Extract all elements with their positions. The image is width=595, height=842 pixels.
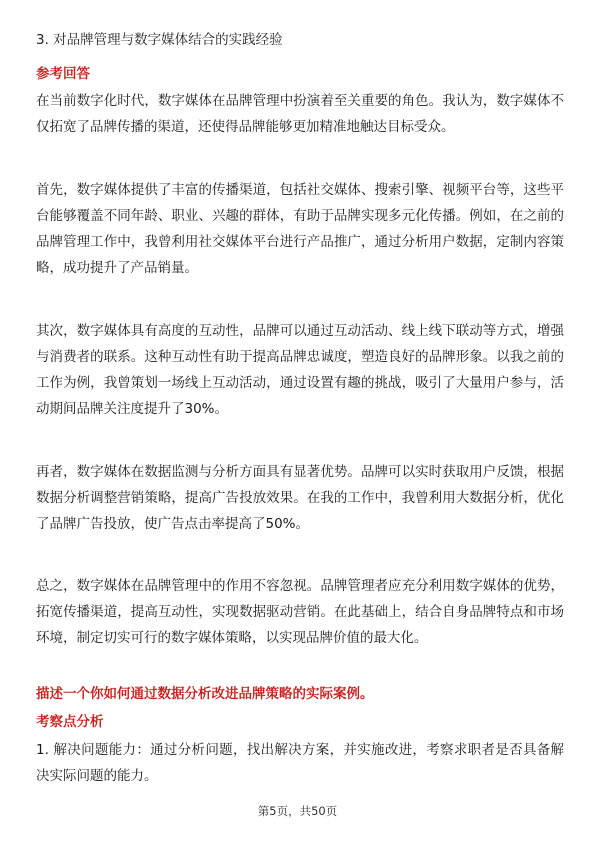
- answer-paragraph-5: 总之，数字媒体在品牌管理中的作用不容忽视。品牌管理者应充分利用数字媒体的优势，拓宽传播渠道，提高互动性，实现数据驱动营销。在此基础上，结合自身品牌特点和市场环境，制定切实可行的数字媒体策略，以实现品牌价值的最大化。: [36, 578, 564, 646]
- answer-paragraph-3: 其次，数字媒体具有高度的互动性，品牌可以通过互动活动、线上线下联动等方式，增强与消费者的联系。这种互动性有助于提高品牌忠诚度，塑造良好的品牌形象。以我之前的工作为例，我曾策划一场线上互动活动，通过设置有趣的挑战，吸引了大量用户参与，活动期间品牌关注度提升了30%。: [36, 323, 564, 417]
- answer-paragraph-2: 首先，数字媒体提供了丰富的传播渠道，包括社交媒体、搜索引擎、视频平台等，这些平台能够覆盖不同年龄、职业、兴趣的群体，有助于品牌实现多元化传播。例如，在之前的品牌管理工作中，我曾利用社交媒体平台进行产品推广，通过分析用户数据，定制内容策略，成功提升了产品销量。: [36, 182, 564, 276]
- analysis-point-1: 1. 解决问题能力：通过分析问题，找出解决方案，并实施改进，考察求职者是否具备解决实际问题的能力。: [36, 742, 564, 784]
- section-heading: 3. 对品牌管理与数字媒体结合的实践经验: [36, 32, 283, 48]
- question-title: 描述一个你如何通过数据分析改进品牌策略的实际案例。: [36, 686, 374, 702]
- answer-paragraph-4: 再者，数字媒体在数据监测与分析方面具有显著优势。品牌可以实时获取用户反馈，根据数据分析调整营销策略，提高广告投放效果。在我的工作中，我曾利用大数据分析，优化了品牌广告投放，使广告点击率提高了50%。: [36, 464, 564, 532]
- analysis-label: 考察点分析: [36, 714, 104, 730]
- answer-paragraph-1: 在当前数字化时代，数字媒体在品牌管理中扮演着至关重要的角色。我认为，数字媒体不仅拓宽了品牌传播的渠道，还使得品牌能够更加精准地触达目标受众。: [36, 93, 564, 135]
- page-number-footer: 第5页，共50页: [257, 804, 338, 818]
- reference-answer-label: 参考回答: [36, 66, 90, 82]
